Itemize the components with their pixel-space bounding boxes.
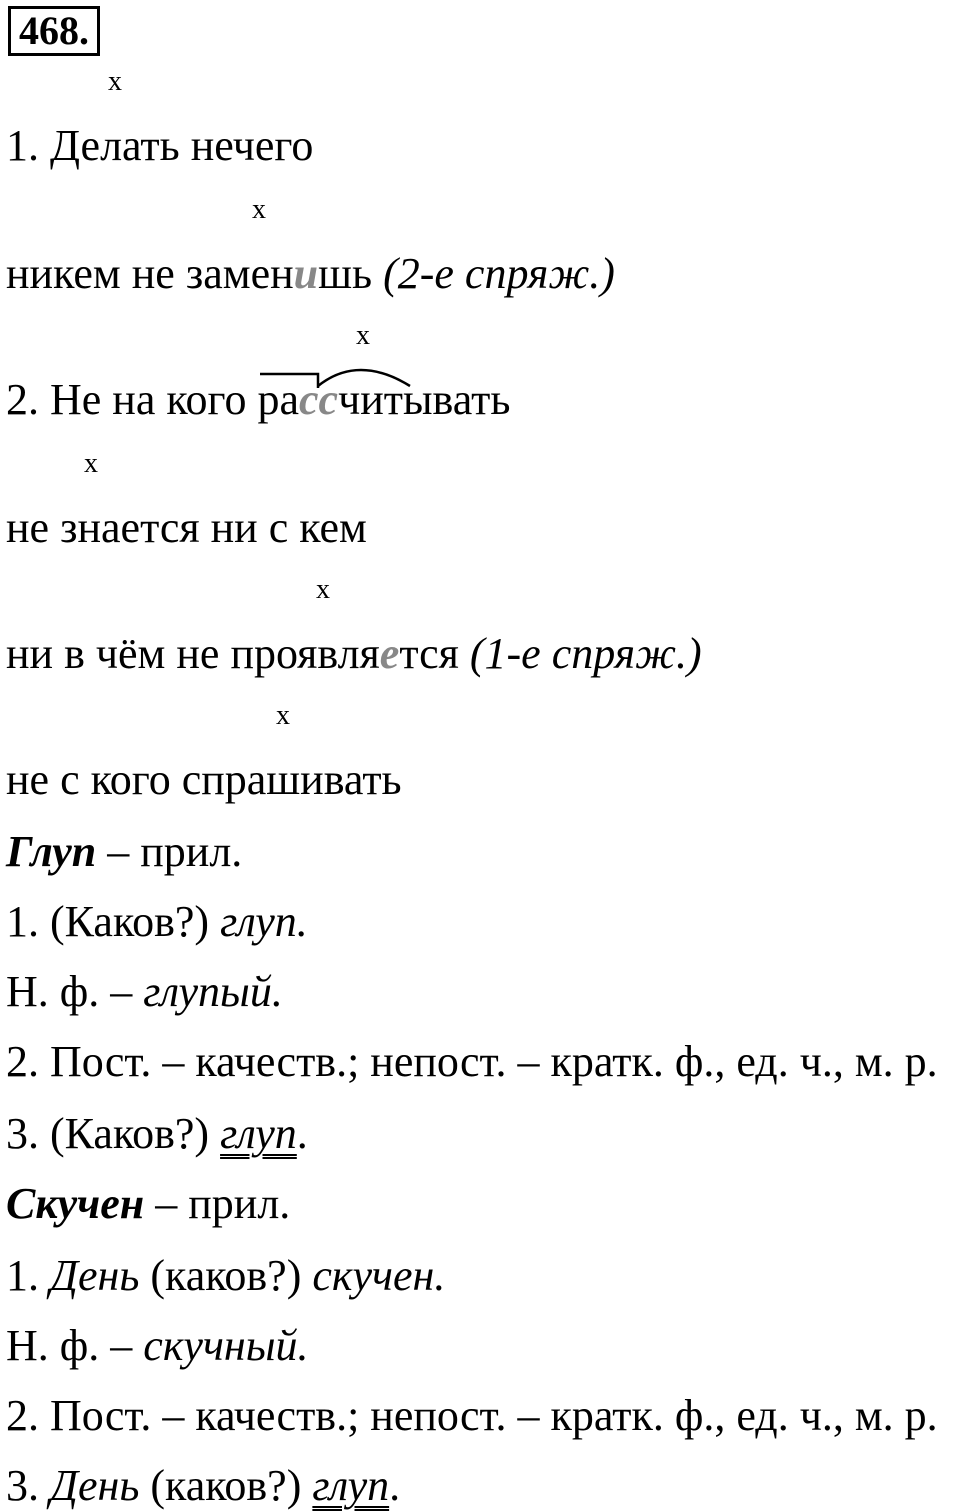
text: День — [50, 1461, 140, 1510]
predicate-underlined: глуп — [220, 1109, 297, 1158]
stress-mark: x — [356, 320, 370, 351]
part-of-speech: – прил. — [144, 1179, 291, 1228]
text: 2. Не на кого ра — [6, 375, 300, 424]
text: тся — [399, 629, 470, 678]
text: 3. — [6, 1461, 50, 1510]
analysis1-step1 — [6, 897, 308, 946]
highlight-letters: сс — [299, 375, 339, 424]
part2-line3 — [6, 629, 702, 678]
text: 3. (Каков?) — [6, 1109, 221, 1158]
text: . — [389, 1461, 401, 1510]
analysis-word: Скучен — [6, 1179, 145, 1228]
stress-mark: x — [316, 574, 330, 605]
analysis2-step1 — [6, 1251, 446, 1300]
text: . — [296, 1109, 308, 1158]
text: никем не замен — [6, 249, 294, 298]
stress-mark: x — [276, 700, 290, 731]
text: ни в чём не проявля — [6, 629, 380, 678]
conjugation-note: (1-е спряж.) — [469, 629, 702, 678]
part2-line1 — [6, 375, 511, 424]
analysis2-initial-form — [6, 1321, 309, 1370]
text: читывать — [338, 375, 511, 424]
text: Н. ф. – — [6, 967, 144, 1016]
part2-line2: не знается ни с кем — [6, 503, 367, 552]
analysis1-initial-form — [6, 967, 283, 1016]
analysis1-step2: 2. Пост. – качеств.; непост. – кратк. ф., ед. ч., м. р. — [6, 1037, 938, 1086]
text: (каков?) — [139, 1461, 313, 1510]
analysis1-heading — [6, 827, 243, 876]
text: 1. (Каков?) — [6, 897, 221, 946]
part1-line2 — [6, 249, 615, 298]
highlight-letter: и — [293, 249, 319, 298]
text: скучен. — [312, 1251, 446, 1300]
text: шь — [318, 249, 384, 298]
part-of-speech: – прил. — [96, 827, 243, 876]
analysis2-step2: 2. Пост. – качеств.; непост. – кратк. ф., ед. ч., м. р. — [6, 1391, 938, 1440]
text: (каков?) — [139, 1251, 313, 1300]
text: глупый. — [143, 967, 283, 1016]
exercise-number: 468. — [8, 6, 100, 56]
text: скучный. — [143, 1321, 309, 1370]
analysis2-heading — [6, 1179, 291, 1228]
text: глуп. — [220, 897, 308, 946]
highlight-letter: е — [379, 629, 400, 678]
stress-mark: x — [108, 66, 122, 97]
part1-line1: 1. Делать нечего — [6, 121, 314, 170]
text: Н. ф. – — [6, 1321, 144, 1370]
stress-mark: x — [84, 448, 98, 479]
part2-line4: не с кого спрашивать — [6, 755, 402, 804]
analysis2-step3 — [6, 1461, 401, 1510]
predicate-underlined: глуп — [312, 1461, 390, 1510]
conjugation-note: (2-е спряж.) — [383, 249, 615, 298]
analysis1-step3 — [6, 1109, 308, 1158]
text: День — [50, 1251, 140, 1300]
analysis-word: Глуп — [6, 827, 97, 876]
stress-mark: x — [252, 194, 266, 225]
text: 1. — [6, 1251, 50, 1300]
